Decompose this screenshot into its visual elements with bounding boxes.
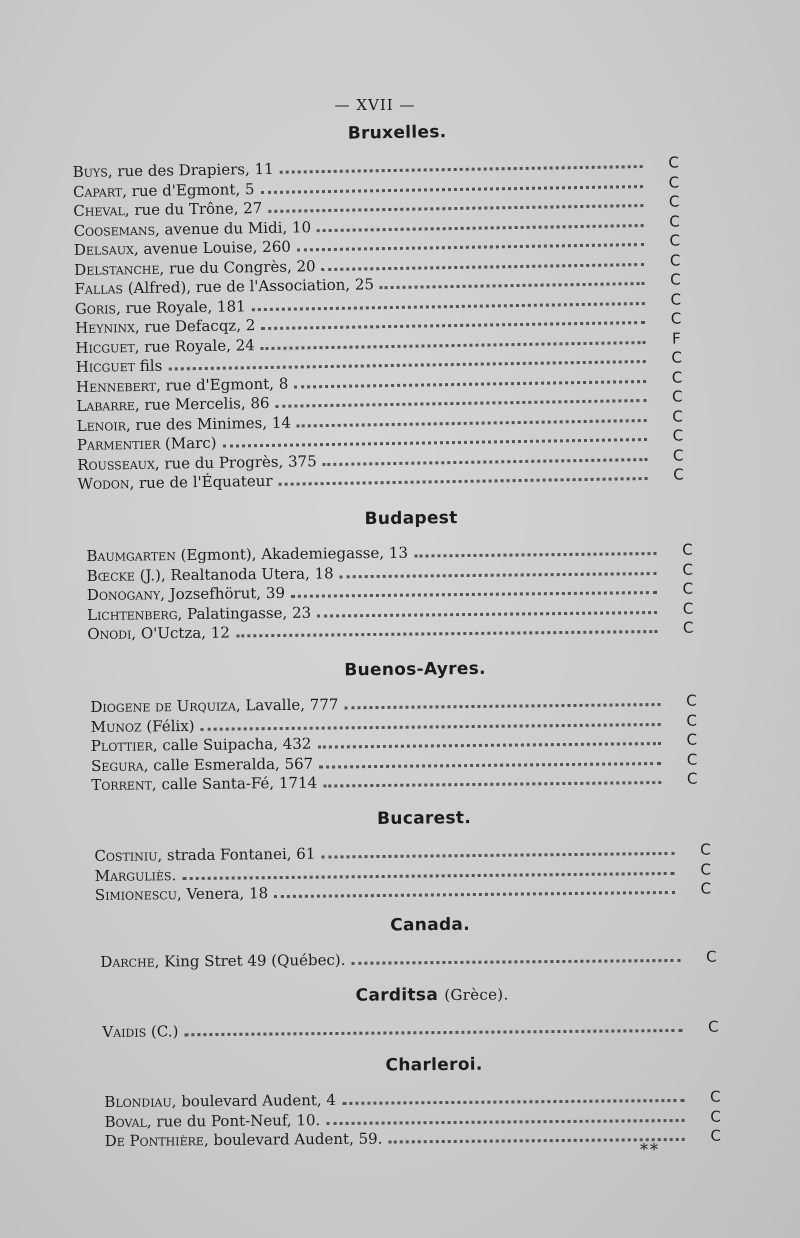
entry-text xyxy=(87,584,289,604)
entry-address: , rue Royale, 181 xyxy=(115,296,246,317)
entry-code: C xyxy=(671,348,683,367)
entry-code: C xyxy=(710,1126,722,1145)
entry-address: , rue du Trône, 27 xyxy=(124,199,263,220)
entry-address: , rue Defacqz, 2 xyxy=(134,316,256,337)
city-heading xyxy=(94,806,714,832)
entry-text xyxy=(90,695,342,716)
entry-name: Darche xyxy=(100,952,155,971)
leader-dots xyxy=(291,579,657,598)
entry-address: , Venera, 18 xyxy=(176,884,269,904)
entry-address: , rue du Progrès, 375 xyxy=(154,451,317,473)
list-item xyxy=(100,947,720,972)
city-heading xyxy=(100,913,720,938)
city-name: Bucarest. xyxy=(377,808,472,830)
city-heading xyxy=(104,1053,724,1078)
entry-code: C xyxy=(671,367,683,387)
entry-name: Hicguet xyxy=(75,357,136,376)
entry-text xyxy=(76,357,167,376)
entry-text xyxy=(87,603,315,623)
entry-code: C xyxy=(686,769,698,788)
entry-name: Buys xyxy=(72,162,108,181)
entry-address: (Marc) xyxy=(160,433,217,453)
city-name: Canada. xyxy=(390,914,471,936)
leader-dots xyxy=(351,947,680,965)
entry-text xyxy=(91,735,316,755)
entry-name: Hennebert xyxy=(75,376,157,396)
entry-code: C xyxy=(668,192,680,211)
leader-dots xyxy=(184,1017,682,1036)
entry-name: Delstanche xyxy=(74,259,160,279)
entry-text xyxy=(75,316,259,337)
entry-name: Coosemans xyxy=(73,220,156,240)
entry-name: Diogene de Urquiza xyxy=(90,696,236,716)
city-heading xyxy=(90,657,700,683)
entry-name: Boval xyxy=(104,1112,147,1131)
entry-text xyxy=(91,774,321,794)
entry-code: C xyxy=(669,250,681,270)
entry-code: C xyxy=(686,711,697,730)
entry-text xyxy=(87,623,234,643)
entry-address: , calle Santa-Fé, 1714 xyxy=(151,773,318,794)
entry-name: Hicguet xyxy=(75,337,135,357)
entry-name: Donogany xyxy=(86,585,161,604)
entry-code: C xyxy=(668,172,680,192)
entry-address: , avenue Louise, 260 xyxy=(133,237,291,259)
entry-code: C xyxy=(672,406,683,426)
entry-address: , O'Uctza, 12 xyxy=(131,623,230,643)
entry-text xyxy=(87,564,338,585)
leader-dots xyxy=(279,153,642,174)
leader-dots xyxy=(342,1087,685,1105)
entry-text xyxy=(73,180,259,201)
entry-address: , calle Esmeralda, 567 xyxy=(143,754,314,774)
city-name: Bruxelles. xyxy=(347,122,447,144)
entry-address: , rue de l'Équateur xyxy=(129,471,273,493)
entry-name: Torrent xyxy=(91,775,152,794)
entry-code: C xyxy=(710,1107,721,1126)
leader-dots xyxy=(317,599,657,618)
entry-text xyxy=(104,1091,340,1111)
entry-address: , rue du Pont-Neuf, 10. xyxy=(146,1110,321,1131)
entry-address: (Alfred), rue de l'Association, 25 xyxy=(122,275,375,298)
entry-address: , strada Fontanei, 61 xyxy=(157,844,316,865)
entry-address: , Jozsefhörut, 39 xyxy=(160,583,286,604)
entry-code: C xyxy=(682,579,694,598)
entry-name: Simionescu xyxy=(94,885,178,904)
entry-name: Costiniu xyxy=(94,846,158,865)
footer-mark: ** xyxy=(640,1140,660,1159)
entry-code: C xyxy=(708,1017,719,1036)
city-name: Budapest xyxy=(364,508,458,530)
entry-text xyxy=(100,951,349,971)
entry-name: Delsaux xyxy=(73,240,135,259)
entry-name: Wodon xyxy=(77,474,130,493)
entry-name: Vaidis xyxy=(102,1022,147,1041)
entry-name: Capart xyxy=(72,181,123,201)
entry-text xyxy=(77,434,221,454)
entry-address: . xyxy=(171,865,177,884)
entry-code: C xyxy=(669,231,681,250)
entry-text xyxy=(94,845,319,865)
city-note: (Grèce). xyxy=(444,985,509,1005)
entry-code: F xyxy=(671,328,681,348)
leader-dots xyxy=(380,270,645,289)
list-item xyxy=(105,1126,725,1151)
entry-code: C xyxy=(686,730,698,749)
entry-name: Goris xyxy=(74,298,117,318)
entry-code: C xyxy=(700,879,712,898)
entry-text xyxy=(91,716,199,735)
page-number: — XVII — xyxy=(334,96,416,114)
entry-address: , rue des Drapiers, 11 xyxy=(107,159,274,181)
leader-dots xyxy=(344,691,660,709)
entry-code: C xyxy=(700,840,711,859)
entry-address: (Félix) xyxy=(141,716,195,735)
entry-code: C xyxy=(682,540,693,559)
entry-name: Baumgarten xyxy=(86,546,176,565)
entry-address: , boulevard Audent, 4 xyxy=(171,1090,337,1111)
entry-address: , rue du Congrès, 20 xyxy=(159,256,316,278)
entry-name: Heyninx xyxy=(75,318,136,337)
entry-name: Segura xyxy=(90,755,144,775)
city-name: Charleroi. xyxy=(385,1054,483,1076)
entry-name: Marguliès xyxy=(94,865,172,885)
entry-address: , Lavalle, 777 xyxy=(235,695,339,715)
entry-text xyxy=(75,297,250,318)
city-heading xyxy=(72,118,682,148)
entry-text xyxy=(95,866,181,885)
entry-text xyxy=(75,336,259,357)
entry-name: Lenoir xyxy=(76,415,127,435)
entry-name: Bœcke xyxy=(86,565,135,585)
entry-text xyxy=(102,1022,182,1041)
city-heading xyxy=(102,983,722,1008)
entry-address: , rue d'Egmont, 8 xyxy=(155,374,289,395)
city-heading xyxy=(86,506,696,532)
section-6 xyxy=(104,1053,725,1151)
entry-name: Parmentier xyxy=(76,434,161,454)
entry-address: , calle Suipacha, 432 xyxy=(152,734,312,755)
city-name: Carditsa xyxy=(355,985,439,1006)
entry-code: C xyxy=(668,153,679,172)
entry-code: C xyxy=(670,270,681,289)
entry-code: C xyxy=(671,387,683,406)
entry-name: Plottier xyxy=(90,736,153,755)
entry-code: C xyxy=(672,426,684,445)
entry-address: , King Stret 49 (Québec). xyxy=(154,950,346,971)
entry-code: C xyxy=(670,289,682,309)
entry-address: (J.), Realtanoda Utera, 18 xyxy=(134,563,334,584)
entry-code: C xyxy=(669,211,680,231)
entry-text xyxy=(104,1111,324,1131)
entry-address: , rue Royale, 24 xyxy=(134,335,255,356)
entry-address: , rue des Minimes, 14 xyxy=(125,413,292,434)
entry-name: De Ponthière xyxy=(104,1131,204,1150)
entry-code: C xyxy=(670,309,682,328)
entry-code: C xyxy=(686,691,697,710)
entry-name: Onodi xyxy=(87,624,132,643)
entry-address: , rue d'Egmont, 5 xyxy=(122,179,255,200)
section-4 xyxy=(100,913,720,972)
entry-text xyxy=(91,754,317,774)
entry-name: Lichtenberg xyxy=(86,604,178,624)
entry-code: C xyxy=(686,750,698,769)
entry-name: Blondiau xyxy=(104,1092,172,1111)
section-2 xyxy=(90,657,701,795)
entry-code: C xyxy=(682,560,693,579)
entry-name: Rousseaux xyxy=(77,454,155,474)
leader-dots xyxy=(236,618,658,637)
leader-dots xyxy=(321,840,674,859)
entry-address: fils xyxy=(134,356,163,376)
leader-dots xyxy=(274,879,675,898)
section-1 xyxy=(86,506,697,644)
section-3 xyxy=(94,806,715,905)
entry-name: Munoz xyxy=(90,716,142,736)
entry-code: C xyxy=(682,599,694,618)
entry-address: , Palatingasse, 23 xyxy=(177,603,312,623)
entry-name: Cheval xyxy=(73,201,125,220)
leader-dots xyxy=(414,540,657,558)
entry-text xyxy=(95,884,272,904)
section-5 xyxy=(102,983,722,1042)
leader-dots xyxy=(317,730,661,749)
entry-code: C xyxy=(682,618,694,637)
entry-address: , avenue du Midi, 10 xyxy=(154,217,312,239)
leader-dots xyxy=(319,750,661,769)
entry-address: (Egmont), Akademiegasse, 13 xyxy=(175,543,409,565)
leader-dots xyxy=(340,560,657,578)
entry-text xyxy=(76,394,273,415)
entry-address: , boulevard Audent, 59. xyxy=(203,1129,383,1150)
entry-code: C xyxy=(706,947,717,966)
section-0 xyxy=(72,118,688,493)
entry-text xyxy=(73,199,266,220)
leader-dots xyxy=(323,769,661,788)
city-name: Buenos-Ayres. xyxy=(344,658,486,681)
entry-name: Labarre xyxy=(76,396,136,415)
entry-code: C xyxy=(673,465,684,484)
list-item xyxy=(102,1017,722,1042)
entry-text xyxy=(77,472,276,493)
entry-code: C xyxy=(672,445,684,465)
leader-dots xyxy=(326,1106,684,1124)
entry-code: C xyxy=(710,1087,721,1106)
entry-code: C xyxy=(700,860,711,879)
entry-text xyxy=(105,1130,387,1150)
entry-address: , rue Mercelis, 86 xyxy=(134,393,270,415)
entry-address: (C.) xyxy=(146,1022,179,1041)
entry-name: Fallas xyxy=(74,279,124,298)
